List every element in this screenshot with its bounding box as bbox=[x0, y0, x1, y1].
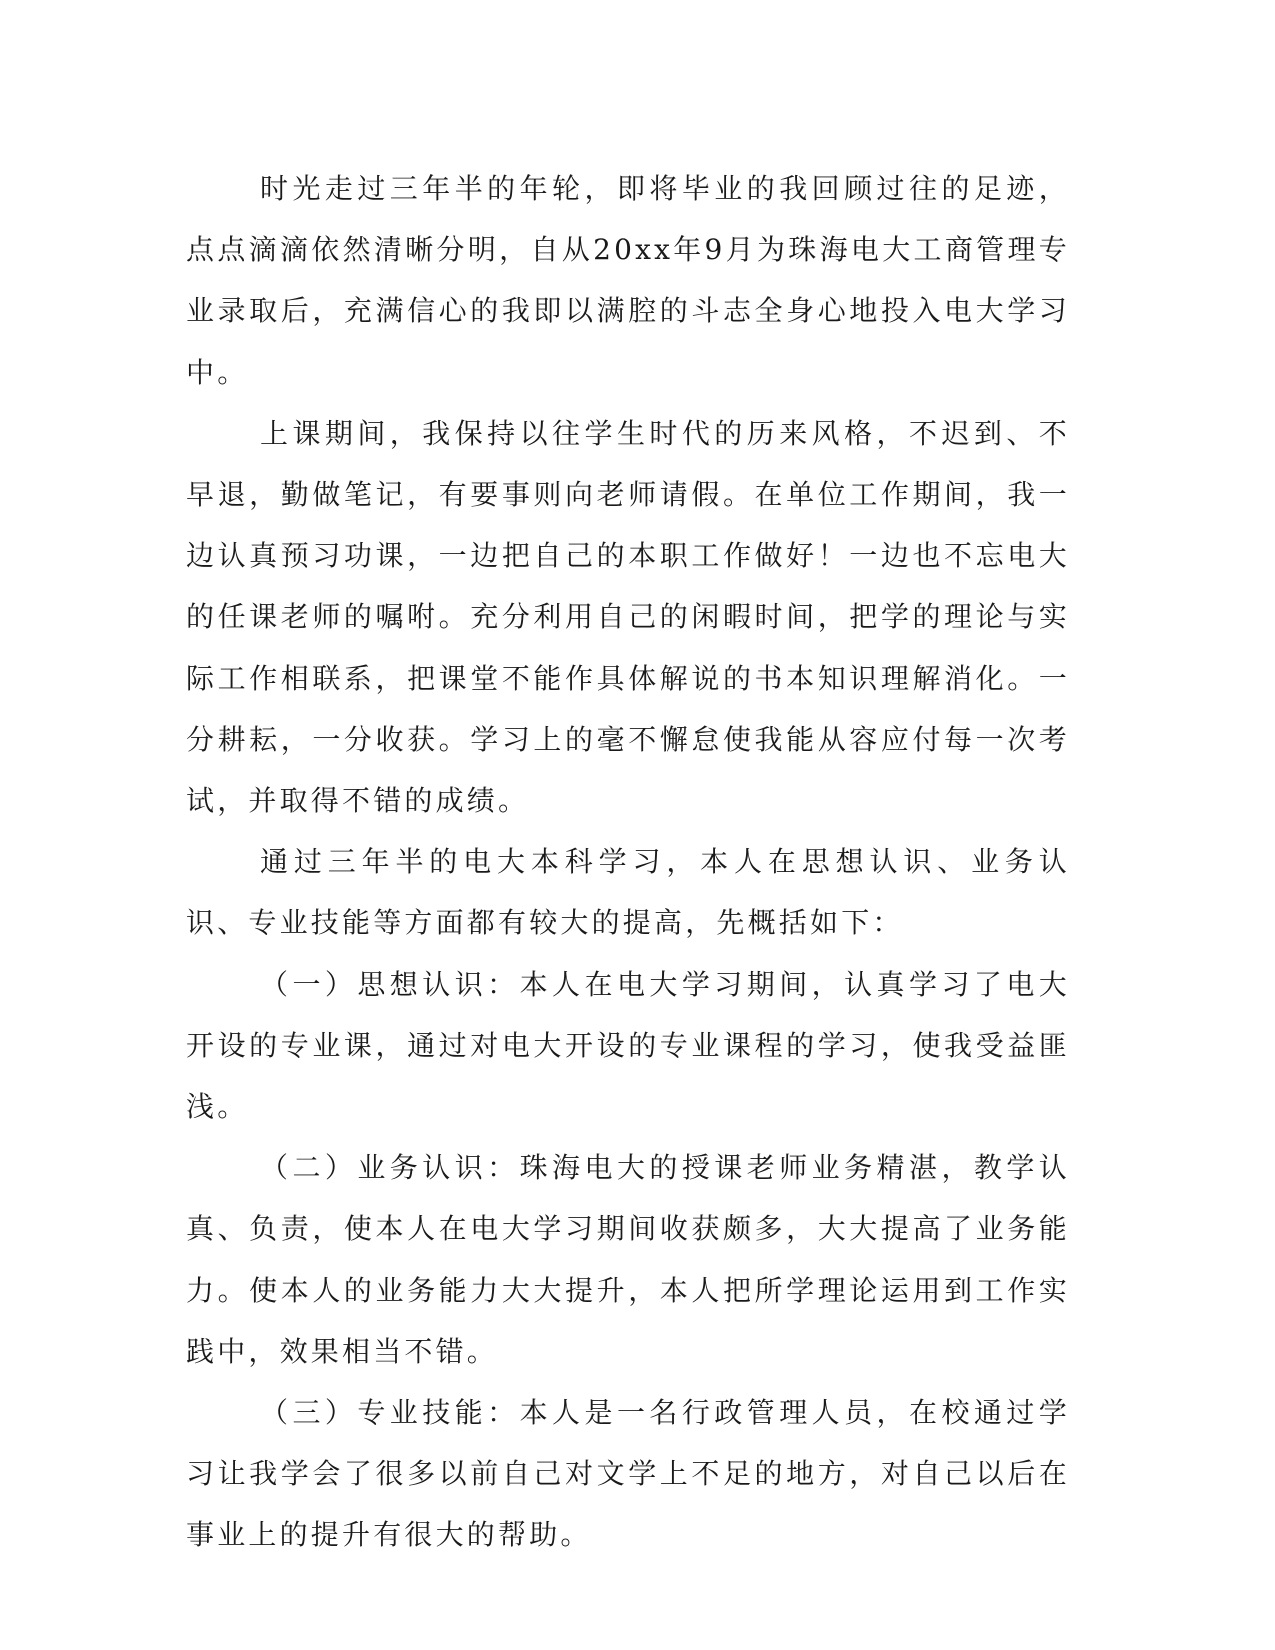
paragraph-business-awareness: （二）业务认识：珠海电大的授课老师业务精湛，教学认真、负责，使本人在电大学习期间收获颇多，大大提高了业务能力。使本人的业务能力大大提升，本人把所学理论运用到工作实践中，效果相当不错。 bbox=[186, 1151, 1070, 1368]
paragraph-summary: 通过三年半的电大本科学习，本人在思想认识、业务认识、专业技能等方面都有较大的提高，先概括如下： bbox=[186, 845, 1070, 940]
paragraph-intro: 时光走过三年半的年轮，即将毕业的我回顾过往的足迹，点点滴滴依然清晰分明，自从20xx年9月为珠海电大工商管理专业录取后，充满信心的我即以满腔的斗志全身心地投入电大学习中。 bbox=[186, 172, 1070, 389]
document-body bbox=[186, 158, 1070, 1566]
paragraph-class-period: 上课期间，我保持以往学生时代的历来风格，不迟到、不早退，勤做笔记，有要事则向老师请假。在单位工作期间，我一边认真预习功课，一边把自己的本职工作做好！一边也不忘电大的任课老师的嘱咐。充分利用自己的闲暇时间，把学的理论与实际工作相联系，把课堂不能作具体解说的书本知识理解消化。一分耕耘，一分收获。学习上的毫不懈怠使我能从容应付每一次考试，并取得不错的成绩。 bbox=[186, 416, 1070, 818]
paragraph-professional-skills: （三）专业技能：本人是一名行政管理人员，在校通过学习让我学会了很多以前自己对文学上不足的地方，对自己以后在事业上的提升有很大的帮助。 bbox=[186, 1396, 1070, 1552]
paragraph-thought-awareness: （一）思想认识：本人在电大学习期间，认真学习了电大开设的专业课，通过对电大开设的专业课程的学习，使我受益匪浅。 bbox=[186, 967, 1070, 1124]
